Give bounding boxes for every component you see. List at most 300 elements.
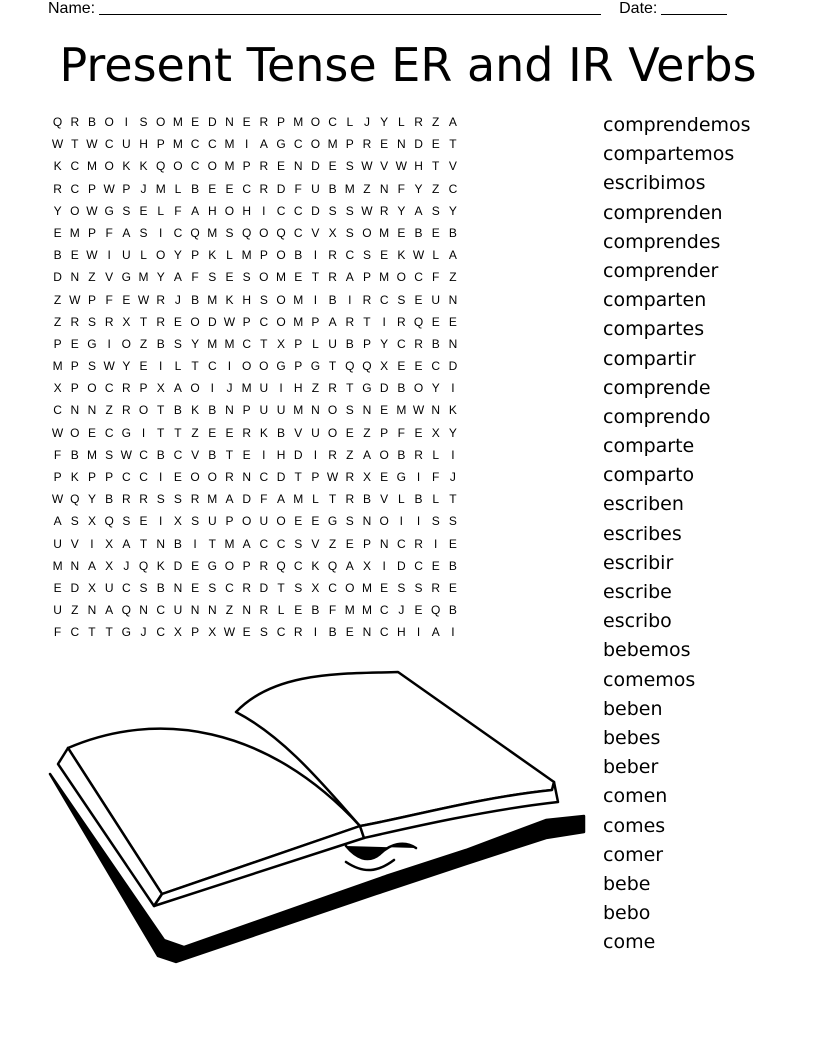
grid-letter[interactable]: C	[122, 470, 131, 484]
grid-letter[interactable]: X	[380, 359, 389, 374]
grid-letter[interactable]: P	[70, 359, 79, 374]
grid-letter[interactable]: X	[362, 558, 371, 573]
grid-letter[interactable]: D	[207, 314, 217, 329]
grid-letter[interactable]: P	[362, 336, 371, 351]
grid-letter[interactable]: M	[344, 603, 355, 618]
grid-letter[interactable]: C	[156, 625, 166, 640]
grid-letter[interactable]: Y	[448, 203, 457, 218]
grid-letter[interactable]: G	[396, 470, 407, 484]
grid-letter[interactable]: B	[173, 403, 182, 418]
grid-letter[interactable]: D	[397, 558, 406, 573]
grid-letter[interactable]: O	[276, 248, 286, 263]
grid-letter[interactable]: J	[226, 381, 233, 396]
grid-letter[interactable]: C	[139, 447, 148, 462]
grid-letter[interactable]: E	[345, 625, 354, 640]
grid-letter[interactable]: B	[448, 225, 457, 240]
grid-letter[interactable]: Y	[122, 359, 131, 374]
grid-letter[interactable]: E	[70, 248, 79, 263]
grid-letter[interactable]: N	[431, 403, 441, 418]
grid-letter[interactable]: I	[159, 514, 163, 529]
grid-letter[interactable]: U	[259, 381, 269, 396]
grid-letter[interactable]: L	[398, 492, 405, 507]
grid-letter[interactable]: M	[207, 336, 218, 351]
grid-letter[interactable]: Y	[156, 270, 165, 285]
grid-letter[interactable]: C	[242, 181, 251, 196]
grid-letter[interactable]: O	[241, 359, 252, 374]
grid-letter[interactable]: K	[53, 159, 62, 174]
grid-letter[interactable]: N	[362, 625, 372, 640]
grid-letter[interactable]: P	[294, 336, 303, 351]
grid-letter[interactable]: Y	[173, 248, 182, 263]
grid-letter[interactable]: W	[223, 625, 236, 640]
grid-letter[interactable]: W	[103, 359, 115, 374]
grid-letter[interactable]: C	[293, 225, 303, 240]
grid-letter[interactable]: C	[53, 403, 62, 418]
grid-letter[interactable]: M	[224, 137, 235, 152]
grid-letter[interactable]: W	[395, 159, 407, 174]
grid-letter[interactable]: R	[345, 492, 355, 507]
grid-letter[interactable]: R	[293, 625, 303, 640]
grid-letter[interactable]: S	[345, 159, 354, 174]
grid-letter[interactable]: O	[104, 159, 114, 174]
grid-letter[interactable]: R	[122, 492, 131, 507]
grid-letter[interactable]: G	[87, 336, 97, 351]
grid-letter[interactable]: F	[174, 203, 182, 218]
grid-letter[interactable]: R	[328, 447, 337, 462]
grid-letter[interactable]: E	[294, 514, 303, 529]
grid-letter[interactable]: D	[276, 470, 286, 484]
grid-letter[interactable]: R	[122, 403, 131, 418]
grid-letter[interactable]: E	[225, 425, 234, 440]
grid-letter[interactable]: U	[431, 292, 441, 307]
grid-letter[interactable]: B	[414, 492, 423, 507]
grid-letter[interactable]: A	[345, 558, 354, 573]
grid-letter[interactable]: P	[311, 314, 320, 329]
grid-letter[interactable]: N	[225, 115, 234, 129]
grid-letter[interactable]: N	[362, 403, 372, 418]
grid-letter[interactable]: Q	[138, 558, 149, 573]
grid-letter[interactable]: I	[382, 558, 386, 573]
grid-letter[interactable]: C	[225, 580, 234, 595]
grid-letter[interactable]: N	[448, 292, 458, 307]
grid-letter[interactable]: R	[156, 314, 166, 329]
grid-letter[interactable]: I	[244, 137, 249, 152]
grid-letter[interactable]: M	[396, 403, 407, 418]
grid-letter[interactable]: U	[276, 403, 286, 418]
grid-letter[interactable]: D	[70, 580, 80, 595]
grid-letter[interactable]: I	[451, 447, 455, 462]
grid-letter[interactable]: H	[414, 159, 423, 174]
grid-letter[interactable]: C	[397, 536, 406, 551]
grid-letter[interactable]: O	[87, 381, 97, 396]
grid-letter[interactable]: P	[242, 314, 251, 329]
grid-letter[interactable]: Q	[241, 225, 252, 240]
grid-letter[interactable]: P	[87, 470, 96, 484]
grid-letter[interactable]: N	[448, 336, 458, 351]
grid-letter[interactable]: O	[104, 115, 114, 129]
grid-letter[interactable]: M	[241, 381, 252, 396]
grid-letter[interactable]: G	[104, 203, 114, 218]
grid-letter[interactable]: S	[208, 580, 217, 595]
grid-letter[interactable]: U	[259, 514, 269, 529]
grid-letter[interactable]: L	[174, 359, 182, 374]
grid-letter[interactable]: O	[379, 514, 389, 529]
grid-letter[interactable]: O	[156, 115, 166, 129]
grid-letter[interactable]: M	[379, 225, 390, 240]
grid-letter[interactable]: R	[259, 603, 269, 618]
grid-letter[interactable]: R	[328, 248, 337, 263]
grid-letter[interactable]: P	[362, 536, 371, 551]
grid-letter[interactable]: O	[259, 270, 269, 285]
grid-letter[interactable]: T	[294, 470, 302, 484]
grid-letter[interactable]: O	[327, 403, 338, 418]
grid-letter[interactable]: T	[260, 336, 268, 351]
grid-letter[interactable]: D	[276, 181, 286, 196]
grid-letter[interactable]: R	[242, 580, 251, 595]
grid-letter[interactable]: R	[414, 336, 423, 351]
grid-letter[interactable]: G	[121, 425, 132, 440]
grid-letter[interactable]: M	[207, 492, 218, 507]
grid-letter[interactable]: N	[70, 403, 80, 418]
grid-letter[interactable]: J	[363, 115, 370, 129]
grid-letter[interactable]: M	[293, 492, 304, 507]
grid-letter[interactable]: A	[431, 625, 440, 640]
grid-letter[interactable]: Z	[346, 447, 354, 462]
grid-letter[interactable]: Q	[52, 115, 63, 129]
grid-letter[interactable]: A	[122, 225, 131, 240]
grid-letter[interactable]: O	[259, 225, 269, 240]
grid-letter[interactable]: S	[139, 580, 148, 595]
grid-letter[interactable]: W	[361, 203, 373, 218]
grid-letter[interactable]: B	[173, 536, 182, 551]
grid-letter[interactable]: K	[225, 292, 234, 307]
grid-letter[interactable]: H	[207, 203, 217, 218]
grid-letter[interactable]: Q	[70, 492, 80, 507]
grid-letter[interactable]: C	[139, 470, 148, 484]
grid-letter[interactable]: X	[156, 381, 165, 396]
grid-letter[interactable]: M	[172, 115, 183, 129]
grid-letter[interactable]: T	[277, 580, 285, 595]
grid-letter[interactable]: P	[345, 137, 354, 152]
grid-letter[interactable]: B	[397, 381, 406, 396]
grid-letter[interactable]: S	[397, 292, 406, 307]
grid-letter[interactable]: E	[139, 203, 148, 218]
grid-letter[interactable]: U	[311, 181, 320, 196]
grid-letter[interactable]: I	[416, 625, 421, 640]
grid-letter[interactable]: K	[191, 403, 200, 418]
grid-letter[interactable]: I	[141, 425, 146, 440]
grid-letter[interactable]: A	[328, 314, 337, 329]
grid-letter[interactable]: Q	[327, 558, 338, 573]
grid-letter[interactable]: F	[432, 270, 440, 285]
grid-letter[interactable]: E	[277, 159, 286, 174]
grid-letter[interactable]: C	[104, 425, 114, 440]
grid-letter[interactable]: Y	[53, 203, 62, 218]
grid-letter[interactable]: R	[259, 115, 269, 129]
grid-letter[interactable]: I	[348, 292, 352, 307]
grid-letter[interactable]: K	[397, 248, 406, 263]
grid-letter[interactable]: P	[191, 625, 200, 640]
grid-letter[interactable]: L	[140, 248, 147, 263]
grid-letter[interactable]: H	[242, 203, 251, 218]
grid-letter[interactable]: O	[362, 225, 372, 240]
grid-letter[interactable]: G	[276, 137, 286, 152]
grid-letter[interactable]: X	[105, 536, 114, 551]
grid-letter[interactable]: I	[399, 514, 404, 529]
grid-letter[interactable]: E	[122, 292, 131, 307]
grid-letter[interactable]: A	[122, 536, 131, 551]
grid-letter[interactable]: K	[139, 159, 148, 174]
grid-letter[interactable]: I	[313, 447, 318, 462]
grid-letter[interactable]: A	[414, 203, 423, 218]
grid-letter[interactable]: L	[277, 603, 285, 618]
grid-letter[interactable]: O	[396, 270, 407, 285]
grid-letter[interactable]: R	[156, 292, 166, 307]
grid-letter[interactable]: Y	[431, 381, 440, 396]
grid-letter[interactable]: R	[414, 447, 423, 462]
grid-letter[interactable]: B	[70, 447, 79, 462]
grid-letter[interactable]: M	[293, 314, 304, 329]
grid-letter[interactable]: E	[380, 470, 389, 484]
grid-letter[interactable]: M	[293, 292, 304, 307]
grid-letter[interactable]: D	[448, 359, 458, 374]
grid-letter[interactable]: F	[53, 447, 62, 462]
grid-letter[interactable]: Y	[414, 181, 423, 196]
grid-letter[interactable]: C	[70, 181, 80, 196]
grid-letter[interactable]: S	[345, 203, 354, 218]
grid-letter[interactable]: S	[87, 314, 96, 329]
grid-letter[interactable]: S	[345, 225, 354, 240]
grid-letter[interactable]: N	[362, 514, 372, 529]
grid-letter[interactable]: Y	[87, 492, 96, 507]
grid-letter[interactable]: A	[105, 603, 114, 618]
grid-letter[interactable]: I	[159, 470, 163, 484]
grid-letter[interactable]: N	[379, 181, 389, 196]
grid-letter[interactable]: T	[71, 137, 79, 152]
grid-letter[interactable]: R	[190, 492, 200, 507]
grid-letter[interactable]: S	[105, 447, 114, 462]
grid-letter[interactable]: W	[103, 181, 115, 196]
grid-letter[interactable]: I	[227, 359, 232, 374]
grid-letter[interactable]: P	[87, 181, 96, 196]
grid-letter[interactable]: R	[70, 314, 80, 329]
grid-letter[interactable]: R	[397, 314, 406, 329]
grid-letter[interactable]: P	[277, 115, 286, 129]
grid-letter[interactable]: Q	[362, 359, 372, 374]
grid-letter[interactable]: V	[311, 536, 320, 551]
grid-letter[interactable]: A	[242, 536, 251, 551]
grid-letter[interactable]: S	[242, 270, 251, 285]
grid-letter[interactable]: E	[380, 248, 389, 263]
date-blank-line[interactable]	[661, 0, 727, 15]
grid-letter[interactable]: R	[70, 115, 80, 129]
grid-letter[interactable]: S	[191, 514, 200, 529]
grid-letter[interactable]: C	[70, 159, 80, 174]
grid-letter[interactable]: J	[140, 625, 147, 640]
grid-letter[interactable]: C	[104, 381, 114, 396]
grid-letter[interactable]: I	[313, 292, 318, 307]
grid-letter[interactable]: L	[157, 203, 165, 218]
grid-letter[interactable]: U	[104, 580, 114, 595]
grid-letter[interactable]: U	[53, 536, 62, 551]
grid-letter[interactable]: Q	[121, 603, 132, 618]
grid-letter[interactable]: W	[137, 292, 150, 307]
grid-letter[interactable]: I	[416, 470, 421, 484]
grid-letter[interactable]: T	[328, 492, 337, 507]
grid-letter[interactable]: T	[139, 536, 148, 551]
grid-letter[interactable]: D	[293, 447, 303, 462]
grid-letter[interactable]: V	[380, 159, 389, 174]
grid-letter[interactable]: X	[87, 514, 96, 529]
grid-letter[interactable]: Q	[345, 359, 355, 374]
grid-letter[interactable]: X	[328, 225, 337, 240]
grid-letter[interactable]: S	[362, 248, 371, 263]
grid-letter[interactable]: E	[397, 225, 406, 240]
grid-letter[interactable]: Y	[380, 336, 389, 351]
grid-letter[interactable]: M	[224, 336, 235, 351]
grid-letter[interactable]: E	[208, 425, 217, 440]
grid-letter[interactable]: N	[139, 603, 148, 618]
grid-letter[interactable]: O	[190, 381, 200, 396]
grid-letter[interactable]: M	[138, 270, 149, 285]
grid-letter[interactable]: T	[105, 625, 113, 640]
grid-letter[interactable]: C	[379, 625, 389, 640]
grid-letter[interactable]: O	[413, 381, 424, 396]
grid-letter[interactable]: G	[121, 270, 132, 285]
grid-letter[interactable]: B	[328, 292, 337, 307]
grid-letter[interactable]: E	[191, 580, 200, 595]
grid-letter[interactable]: X	[362, 470, 371, 484]
grid-letter[interactable]: Z	[328, 536, 337, 551]
grid-letter[interactable]: X	[53, 381, 62, 396]
grid-letter[interactable]: A	[448, 115, 457, 129]
grid-letter[interactable]: B	[448, 558, 457, 573]
grid-letter[interactable]: S	[431, 514, 440, 529]
grid-letter[interactable]: E	[380, 137, 389, 152]
grid-letter[interactable]: S	[431, 203, 440, 218]
grid-letter[interactable]: F	[53, 625, 62, 640]
grid-letter[interactable]: I	[159, 225, 163, 240]
grid-letter[interactable]: F	[328, 603, 337, 618]
grid-letter[interactable]: M	[241, 248, 252, 263]
grid-letter[interactable]: S	[448, 514, 457, 529]
grid-letter[interactable]: R	[328, 381, 337, 396]
grid-letter[interactable]: U	[207, 514, 217, 529]
grid-letter[interactable]: P	[380, 425, 389, 440]
grid-letter[interactable]: N	[87, 603, 97, 618]
grid-letter[interactable]: P	[242, 403, 251, 418]
grid-letter[interactable]: X	[105, 558, 114, 573]
grid-letter[interactable]: C	[397, 336, 406, 351]
grid-letter[interactable]: J	[123, 558, 130, 573]
grid-letter[interactable]: Z	[225, 603, 234, 618]
grid-letter[interactable]: Y	[448, 425, 457, 440]
grid-letter[interactable]: I	[159, 359, 163, 374]
grid-letter[interactable]: F	[260, 492, 268, 507]
grid-letter[interactable]: U	[122, 137, 131, 152]
grid-letter[interactable]: H	[242, 292, 251, 307]
grid-letter[interactable]: C	[328, 115, 337, 129]
grid-letter[interactable]: B	[156, 580, 165, 595]
grid-letter[interactable]: R	[379, 203, 389, 218]
grid-letter[interactable]: I	[416, 514, 421, 529]
grid-letter[interactable]: E	[208, 181, 217, 196]
grid-letter[interactable]: Q	[156, 159, 166, 174]
grid-letter[interactable]: Z	[105, 403, 113, 418]
grid-letter[interactable]: C	[276, 625, 286, 640]
grid-letter[interactable]: E	[139, 514, 148, 529]
grid-letter[interactable]: P	[294, 359, 303, 374]
grid-letter[interactable]: S	[397, 580, 406, 595]
grid-letter[interactable]: S	[156, 492, 165, 507]
grid-letter[interactable]: R	[328, 270, 337, 285]
grid-letter[interactable]: O	[310, 137, 321, 152]
grid-letter[interactable]: S	[345, 403, 354, 418]
grid-letter[interactable]: O	[345, 580, 355, 595]
grid-letter[interactable]: V	[105, 270, 114, 285]
grid-letter[interactable]: A	[173, 270, 182, 285]
grid-letter[interactable]: D	[311, 159, 320, 174]
grid-letter[interactable]: R	[104, 314, 114, 329]
grid-letter[interactable]: B	[345, 336, 354, 351]
grid-letter[interactable]: Z	[449, 270, 457, 285]
grid-letter[interactable]: E	[380, 580, 389, 595]
grid-letter[interactable]: O	[327, 425, 338, 440]
grid-letter[interactable]: W	[86, 203, 98, 218]
grid-letter[interactable]: L	[432, 447, 440, 462]
grid-letter[interactable]: I	[434, 536, 438, 551]
grid-letter[interactable]: I	[262, 447, 266, 462]
grid-letter[interactable]: C	[173, 447, 183, 462]
grid-letter[interactable]: F	[105, 292, 113, 307]
grid-letter[interactable]: C	[156, 603, 166, 618]
grid-letter[interactable]: O	[259, 359, 269, 374]
grid-letter[interactable]: F	[397, 425, 406, 440]
grid-letter[interactable]: O	[121, 336, 132, 351]
grid-letter[interactable]: S	[139, 225, 148, 240]
grid-letter[interactable]: B	[362, 492, 371, 507]
grid-letter[interactable]: E	[225, 181, 234, 196]
grid-letter[interactable]: X	[277, 336, 286, 351]
grid-letter[interactable]: I	[193, 536, 197, 551]
grid-letter[interactable]: B	[208, 403, 217, 418]
grid-letter[interactable]: E	[431, 558, 440, 573]
grid-letter[interactable]: S	[208, 270, 217, 285]
grid-letter[interactable]: K	[311, 558, 320, 573]
grid-letter[interactable]: H	[293, 381, 303, 396]
grid-letter[interactable]: M	[361, 603, 372, 618]
grid-letter[interactable]: E	[448, 314, 457, 329]
grid-letter[interactable]: B	[191, 292, 200, 307]
grid-letter[interactable]: Q	[413, 314, 424, 329]
grid-letter[interactable]: J	[449, 470, 456, 484]
grid-letter[interactable]: Q	[190, 225, 200, 240]
grid-letter[interactable]: D	[53, 270, 62, 285]
grid-letter[interactable]: S	[414, 580, 423, 595]
grid-letter[interactable]: W	[69, 292, 81, 307]
grid-letter[interactable]: M	[86, 159, 97, 174]
grid-letter[interactable]: N	[379, 536, 389, 551]
grid-letter[interactable]: N	[70, 558, 80, 573]
grid-letter[interactable]: S	[345, 514, 354, 529]
grid-letter[interactable]: O	[207, 159, 217, 174]
grid-letter[interactable]: C	[259, 314, 269, 329]
grid-letter[interactable]: A	[345, 270, 354, 285]
grid-letter[interactable]: E	[414, 359, 423, 374]
grid-letter[interactable]: N	[156, 536, 166, 551]
grid-letter[interactable]: Z	[53, 314, 62, 329]
grid-letter[interactable]: C	[293, 137, 303, 152]
